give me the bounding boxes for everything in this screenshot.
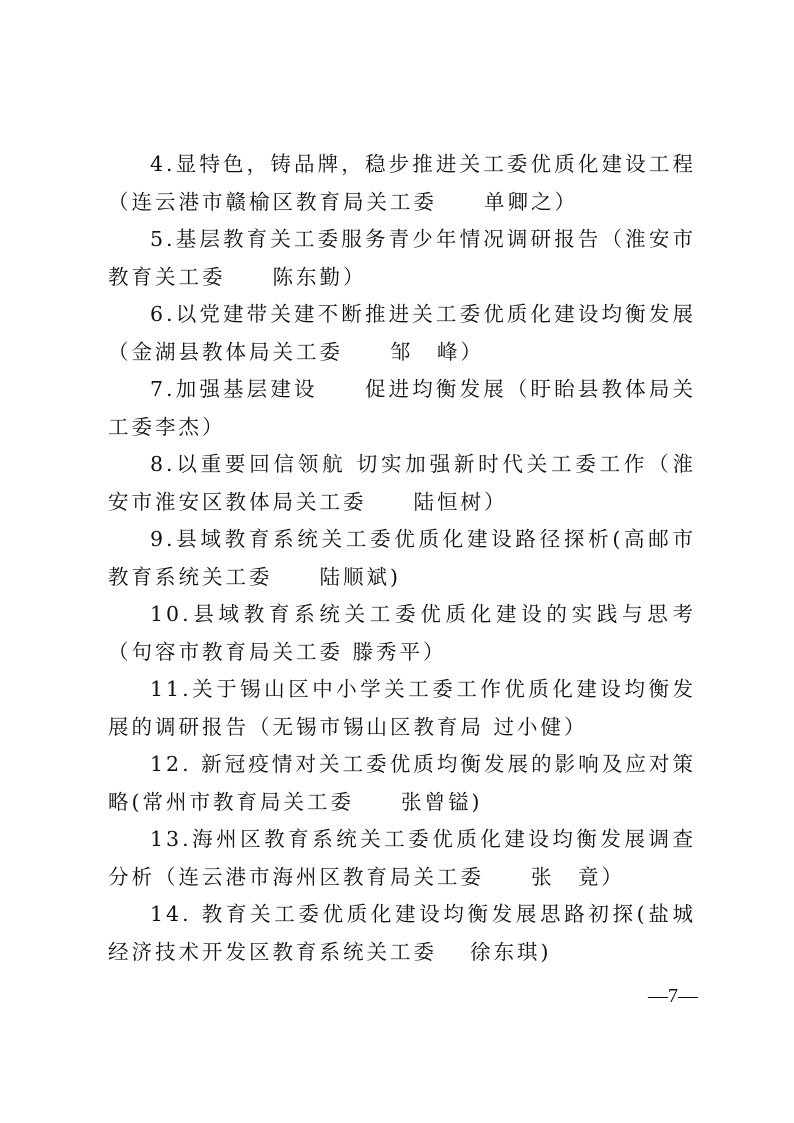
paper-item-7: 7.加强基层建设 促进均衡发展（盱眙县教体局关工委李杰）	[108, 377, 696, 439]
paper-item-10: 10.县域教育系统关工委优质化建设的实践与思考（句容市教育局关工委 滕秀平）	[108, 602, 696, 664]
paper-item-8: 8.以重要回信领航 切实加强新时代关工委工作（淮安市淮安区教体局关工委 陆恒树）	[108, 452, 696, 514]
paper-list	[108, 146, 696, 971]
paper-item-14: 14. 教育关工委优质化建设均衡发展思路初探(盐城经济技术开发区教育系统关工委 徐东琪)	[108, 902, 696, 964]
paper-item-5: 5.基层教育关工委服务青少年情况调研报告（淮安市教育关工委 陈东勤）	[108, 227, 696, 289]
paper-item-11: 11.关于锡山区中小学关工委工作优质化建设均衡发展的调研报告（无锡市锡山区教育局 过小健）	[108, 677, 696, 739]
paper-item-4: 4.显特色，铸品牌，稳步推进关工委优质化建设工程（连云港市赣榆区教育局关工委 单卿之）	[108, 152, 696, 214]
paper-item-12: 12. 新冠疫情对关工委优质均衡发展的影响及应对策略(常州市教育局关工委 张曾镒)	[108, 752, 696, 814]
paper-item-13: 13.海州区教育系统关工委优质化建设均衡发展调查分析（连云港市海州区教育局关工委 张 竟）	[108, 827, 696, 889]
paper-item-9: 9.县域教育系统关工委优质化建设路径探析(高邮市教育系统关工委 陆顺斌)	[108, 527, 696, 589]
paper-item-6: 6.以党建带关建不断推进关工委优质化建设均衡发展（金湖县教体局关工委 邹 峰）	[108, 302, 696, 364]
page-number: —7—	[648, 985, 698, 1007]
